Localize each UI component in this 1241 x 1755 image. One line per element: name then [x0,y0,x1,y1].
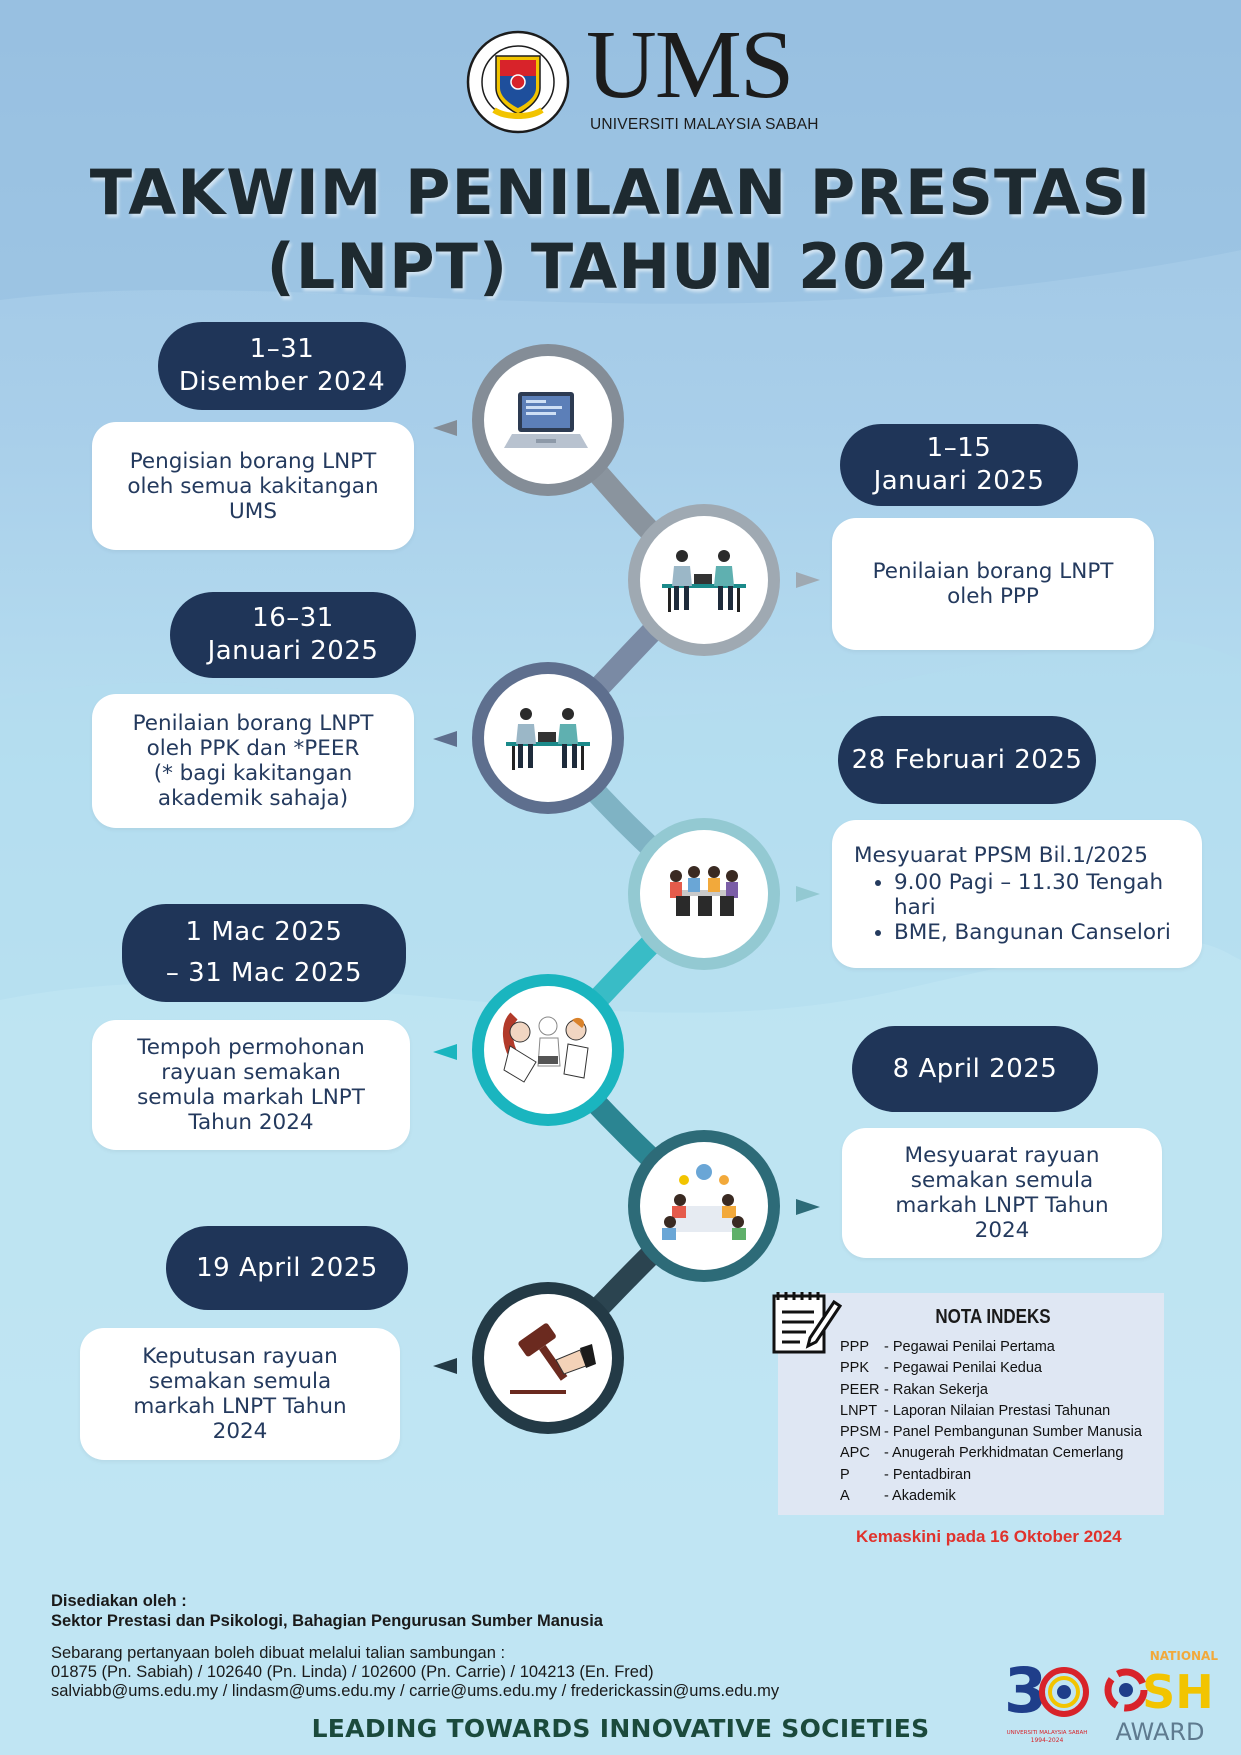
university-name: UNIVERSITI MALAYSIA SABAH [590,116,819,133]
enquiry-text: Sebarang pertanyaan boleh dibuat melalui talian sambungan : [51,1644,506,1662]
index-row [840,1467,1142,1488]
index-abbr: P [840,1466,850,1483]
index-desc: - Anugerah Perkhidmatan Cemerlang [884,1445,1124,1462]
ums-wordmark: UMS [586,11,793,119]
date-pill-5 [122,904,406,1002]
index-abbr: APC [840,1445,870,1462]
event-text-line: Keputusan rayuan [142,1344,338,1369]
date-line: 1–15 [926,433,992,463]
event-text-line: semula markah LNPT [137,1085,365,1110]
page-title-line2: (LNPT) TAHUN 2024 [266,230,975,303]
index-desc: - Pentadbiran [884,1466,972,1483]
event-text-line: (* bagi kakitangan [153,761,353,786]
date-pill-2 [840,424,1078,506]
date-line: 28 Februari 2025 [851,744,1083,775]
group-meeting-icon [640,1142,768,1270]
prepared-by: Sektor Prestasi dan Psikologi, Bahagian Pengurusan Sumber Manusia [51,1612,603,1630]
index-row [840,1445,1142,1466]
badge30-sub: UNIVERSITI MALAYSIA SABAH [1006,1730,1088,1736]
event-text-line: rayuan semakan [161,1060,341,1085]
event-text-line: markah LNPT Tahun [895,1193,1109,1218]
date-line: 1–31 [249,334,315,364]
index-desc: - Rakan Sekerja [884,1381,988,1398]
event-text-line: semakan semula [148,1369,332,1394]
index-abbr: PPP [840,1339,870,1355]
osh-top-text: NATIONAL [1149,1649,1218,1663]
event-box-6 [842,1128,1162,1258]
index-desc: - Pegawai Penilai Pertama [884,1339,1055,1355]
date-line: 1 Mac 2025 [185,917,343,947]
date-line: 8 April 2025 [892,1053,1058,1084]
svg-text:3: 3 [1004,1654,1048,1727]
prepared-label: Disediakan oleh : [51,1592,187,1610]
index-abbr: PPK [840,1360,870,1377]
event-text-line: akademik sahaja) [157,786,349,811]
osh-mid-text: SH [1142,1665,1214,1719]
index-desc: - Panel Pembangunan Sumber Manusia [884,1424,1142,1441]
index-desc: - Akademik [884,1488,956,1505]
slogan: LEADING TOWARDS INNOVATIVE SOCIETIES [311,1714,930,1743]
event-box-4 [832,820,1202,968]
event-text-line: Penilaian borang LNPT [872,559,1114,584]
index-desc: - Pegawai Penilai Kedua [884,1360,1042,1377]
laptop-icon [484,356,612,484]
event-text-line: Penilaian borang LNPT [132,711,374,736]
index-row [840,1382,1142,1403]
osh-award-icon [1102,1646,1220,1746]
appeal-icon [484,986,612,1114]
index-abbr: A [840,1488,850,1505]
index-row [840,1403,1142,1424]
index-abbr: LNPT [840,1402,878,1419]
date-line: Januari 2025 [873,466,1045,496]
date-pill-4 [838,716,1096,804]
event-bullet: • BME, Bangunan Canselori [894,920,1202,945]
event-text-line: oleh semua kakitangan [127,473,379,499]
event-box-1 [92,422,414,550]
event-text-line: UMS [229,498,277,524]
event-text-line: Mesyuarat rayuan [904,1143,1100,1168]
contact-emails: salviabb@ums.edu.my / lindasm@ums.edu.my / carrie@ums.edu.my / frederickassin@ums.edu.my [51,1682,780,1700]
index-notes-list [840,1339,1142,1509]
event-text-line: Pengisian borang LNPT [129,448,377,474]
index-abbr: PEER [840,1381,880,1398]
date-pill-7 [166,1226,408,1310]
index-row [840,1424,1142,1445]
badge30-years: 1994-2024 [1030,1737,1064,1744]
date-line: 16–31 [252,603,334,633]
event-text-line: Mesyuarat PPSM Bil.1/2025 [854,843,1148,868]
meeting-icon [640,830,768,958]
date-line: – 31 Mac 2025 [165,958,363,988]
date-pill-1 [158,322,406,410]
index-row [840,1339,1142,1360]
ums-30-years-icon [1002,1652,1092,1746]
event-text-line: 2024 [212,1419,268,1444]
date-line: Disember 2024 [178,367,386,397]
event-box-7 [80,1328,400,1460]
gavel-icon [484,1294,612,1422]
updated-note: Kemaskini pada 16 Oktober 2024 [856,1527,1122,1546]
event-box-3 [92,694,414,828]
date-line: Januari 2025 [207,636,379,666]
discussion-icon [484,674,612,802]
event-text-line: Tahun 2024 [188,1110,314,1135]
event-text-line: 2024 [974,1218,1030,1243]
date-line: 19 April 2025 [196,1252,378,1283]
event-text-line: oleh PPP [947,584,1039,609]
event-text-line: Tempoh permohonan [137,1035,365,1060]
event-box-2 [832,518,1154,650]
phone-extensions: 01875 (Pn. Sabiah) / 102640 (Pn. Linda) / 102600 (Pn. Carrie) / 104213 (En. Fred) [51,1663,654,1681]
index-row [840,1488,1142,1509]
event-bullets [854,870,1202,945]
date-pill-3 [170,592,416,678]
event-box-5 [92,1020,410,1150]
event-bullet: • 9.00 Pagi – 11.30 Tengah hari [894,870,1202,920]
index-notes-title: NOTA INDEKS [935,1306,1051,1328]
event-text-line: markah LNPT Tahun [133,1394,347,1419]
page-title-line1: TAKWIM PENILAIAN PRESTASI [89,156,1152,229]
index-row [840,1360,1142,1381]
notepad-icon [770,1288,842,1356]
event-text-line: semakan semula [910,1168,1094,1193]
index-desc: - Laporan Nilaian Prestasi Tahunan [884,1402,1111,1419]
event-text-line: oleh PPK dan *PEER [146,736,360,761]
discussion-icon [640,516,768,644]
index-abbr: PPSM [840,1424,882,1441]
date-pill-6 [852,1026,1098,1112]
osh-bottom-text: AWARD [1115,1718,1205,1746]
